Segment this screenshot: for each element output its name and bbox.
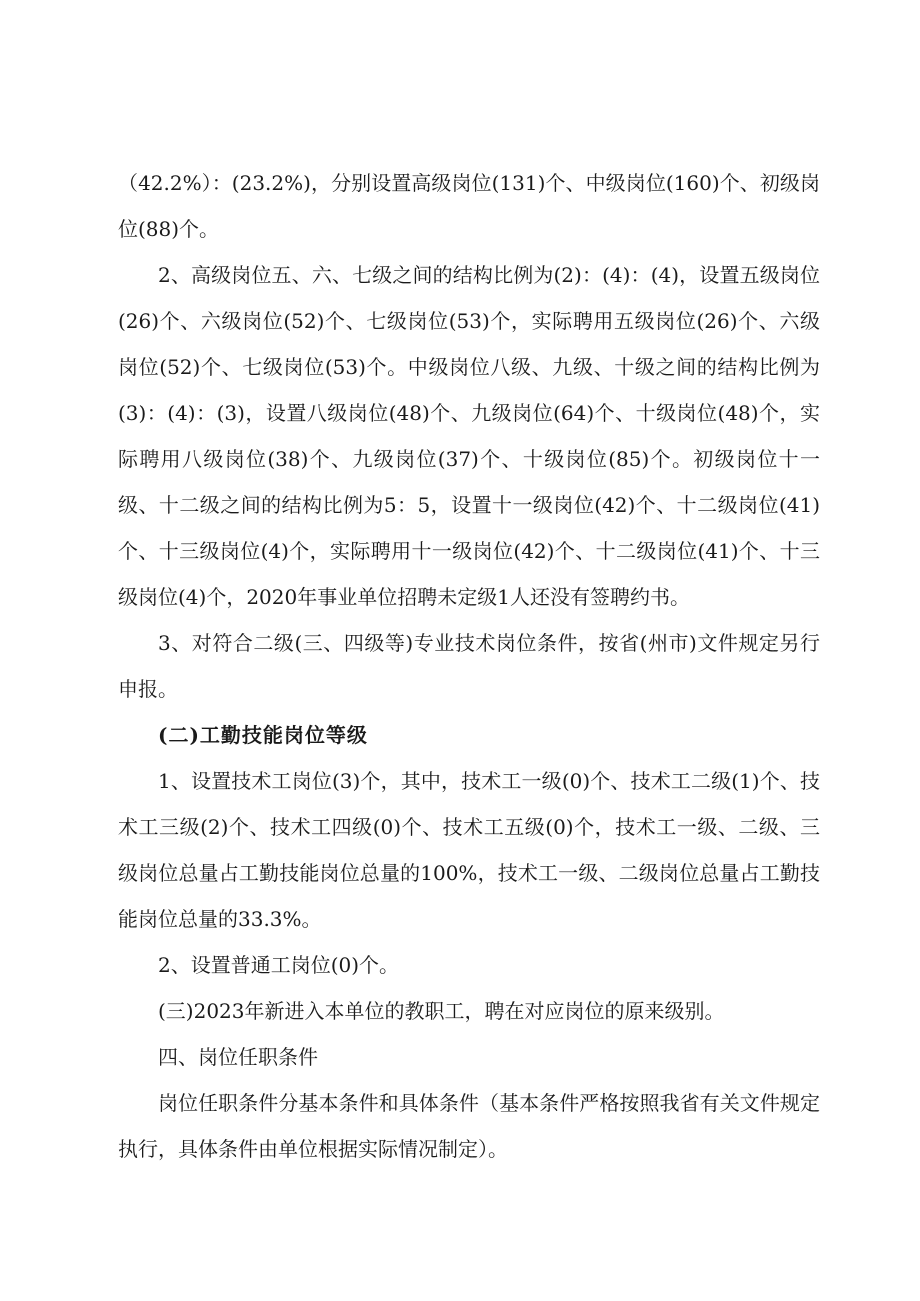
paragraph-technical-worker-posts: 1、设置技术工岗位(3)个，其中，技术工一级(0)个、技术工二级(1)个、技术工三级(2)个、技术工四级(0)个、技术工五级(0)个，技术工一级、二级、三级岗位总量占工勤技能岗位总量的100%，技术工一级、二级岗位总量占工勤技能岗位总量的33.3%。 [118, 769, 820, 931]
section-heading-post-requirements: 四、岗位任职条件 [158, 1045, 318, 1069]
paragraph-general-worker-posts: 2、设置普通工岗位(0)个。 [158, 953, 400, 977]
paragraph-senior-post-structure: 2、高级岗位五、六、七级之间的结构比例为(2)：(4)：(4)，设置五级岗位(26)个、六级岗位(52)个、七级岗位(53)个，实际聘用五级岗位(26)个、六级岗位(52)个、七级岗位(53)个。中级岗位八级、九级、十级之间的结构比例为(3)：(4)：(3)，设置八级岗位(48)个、九级岗位(64)个、十级岗位(48)个，实际聘用八级岗位(38)个、九级岗位(37)个、十级岗位(85)个。初级岗位十一级、十二级之间的结构比例为5：5，设置十一级岗位(42)个、十二级岗位(41)个、十三级岗位(4)个，实际聘用十一级岗位(42)个、十二级岗位(41)个、十三级岗位(4)个，2020年事业单位招聘未定级1人还没有签聘约书。 [118, 263, 820, 609]
paragraph-requirements-detail: 岗位任职条件分基本条件和具体条件（基本条件严格按照我省有关文件规定执行，具体条件由单位根据实际情况制定）。 [118, 1091, 820, 1161]
paragraph-ratio-continuation: （42.2%）：(23.2%)，分别设置高级岗位(131)个、中级岗位(160)个、初级岗位(88)个。 [118, 171, 820, 241]
paragraph-level-two-application: 3、对符合二级(三、四级等)专业技术岗位条件，按省(州市)文件规定另行申报。 [118, 631, 820, 701]
document-body [118, 160, 820, 1172]
paragraph-new-staff-2023: (三)2023年新进入本单位的教职工，聘在对应岗位的原来级别。 [158, 999, 725, 1023]
section-heading-skilled-worker-grades: (二)工勤技能岗位等级 [158, 723, 368, 747]
